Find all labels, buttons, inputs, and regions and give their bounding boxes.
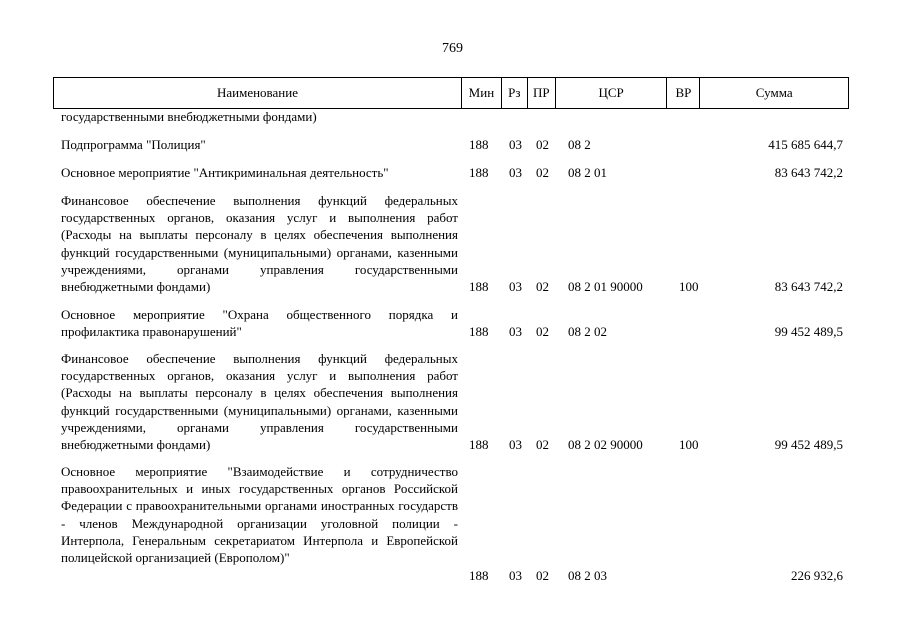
table-header	[53, 77, 849, 109]
row-csr: 08 2 03	[568, 568, 607, 583]
row-rz: 03	[509, 137, 522, 152]
row-rz: 03	[509, 568, 522, 583]
row-min: 188	[469, 165, 489, 180]
row-vr: 100	[679, 437, 699, 452]
row-csr: 08 2 01 90000	[568, 279, 643, 294]
page-number: 769	[442, 41, 463, 56]
row-rz: 03	[509, 324, 522, 339]
header-pr: ПР	[528, 78, 556, 108]
row-rz: 03	[509, 279, 522, 294]
row-sum: 83 643 742,2	[774, 279, 843, 294]
row-min: 188	[469, 137, 489, 152]
row-pr: 02	[536, 324, 549, 339]
row-name: Подпрограмма "Полиция"	[61, 137, 206, 152]
row-csr: 08 2 02	[568, 324, 607, 339]
row-rz: 03	[509, 437, 522, 452]
row-name: Основное мероприятие "Взаимодействие и сотрудничество правоохранительных и иных государственных органов Российской Федерации с правоохранительными органами иностранных государств - членов Международной организации уголовной полиции - Интерпола, Генеральным секретариатом Интерпола и Европейской полицейской организацией (Европолом)"	[61, 464, 458, 566]
row-sum: 415 685 644,7	[768, 137, 843, 152]
header-rz: Рз	[502, 78, 528, 108]
row-pr: 02	[536, 137, 549, 152]
row-sum: 83 643 742,2	[774, 165, 843, 180]
row-pr: 02	[536, 279, 549, 294]
row-csr: 08 2	[568, 137, 591, 152]
row-pr: 02	[536, 165, 549, 180]
row-name: Финансовое обеспечение выполнения функций федеральных государственных органов, оказания услуг и выполнения работ (Расходы на выплаты персоналу в целях обеспечения выполнения функций государственными (муниципальными) органами, казенными учреждениями, органами управления государственными внебюджетными фондами)	[61, 193, 458, 295]
row-name: Основное мероприятие "Антикриминальная деятельность"	[61, 165, 389, 180]
row-csr: 08 2 02 90000	[568, 437, 643, 452]
row-csr: 08 2 01	[568, 165, 607, 180]
header-sum: Сумма	[755, 85, 793, 100]
header-min: Мин	[462, 78, 502, 108]
row-rz: 03	[509, 165, 522, 180]
row-sum: 99 452 489,5	[774, 437, 843, 452]
row-pr: 02	[536, 568, 549, 583]
row-name: Основное мероприятие "Охрана общественного порядка и профилактика правонарушений"	[61, 307, 458, 340]
row-sum: 99 452 489,5	[774, 324, 843, 339]
row-pr: 02	[536, 437, 549, 452]
row-min: 188	[469, 437, 489, 452]
row-min: 188	[469, 279, 489, 294]
header-csr: ЦСР	[556, 78, 668, 108]
row-min: 188	[469, 568, 489, 583]
row-sum: 226 932,6	[791, 568, 843, 583]
header-name: Наименование	[54, 78, 462, 108]
row-name: Финансовое обеспечение выполнения функций федеральных государственных органов, оказания услуг и выполнения работ (Расходы на выплаты персоналу в целях обеспечения выполнения функций государственными (муниципальными) органами, казенными учреждениями, органами управления государственными внебюджетными фондами)	[61, 351, 458, 453]
row-min: 188	[469, 324, 489, 339]
header-vr: ВР	[667, 78, 700, 108]
row-name: государственными внебюджетными фондами)	[61, 109, 317, 124]
row-vr: 100	[679, 279, 699, 294]
